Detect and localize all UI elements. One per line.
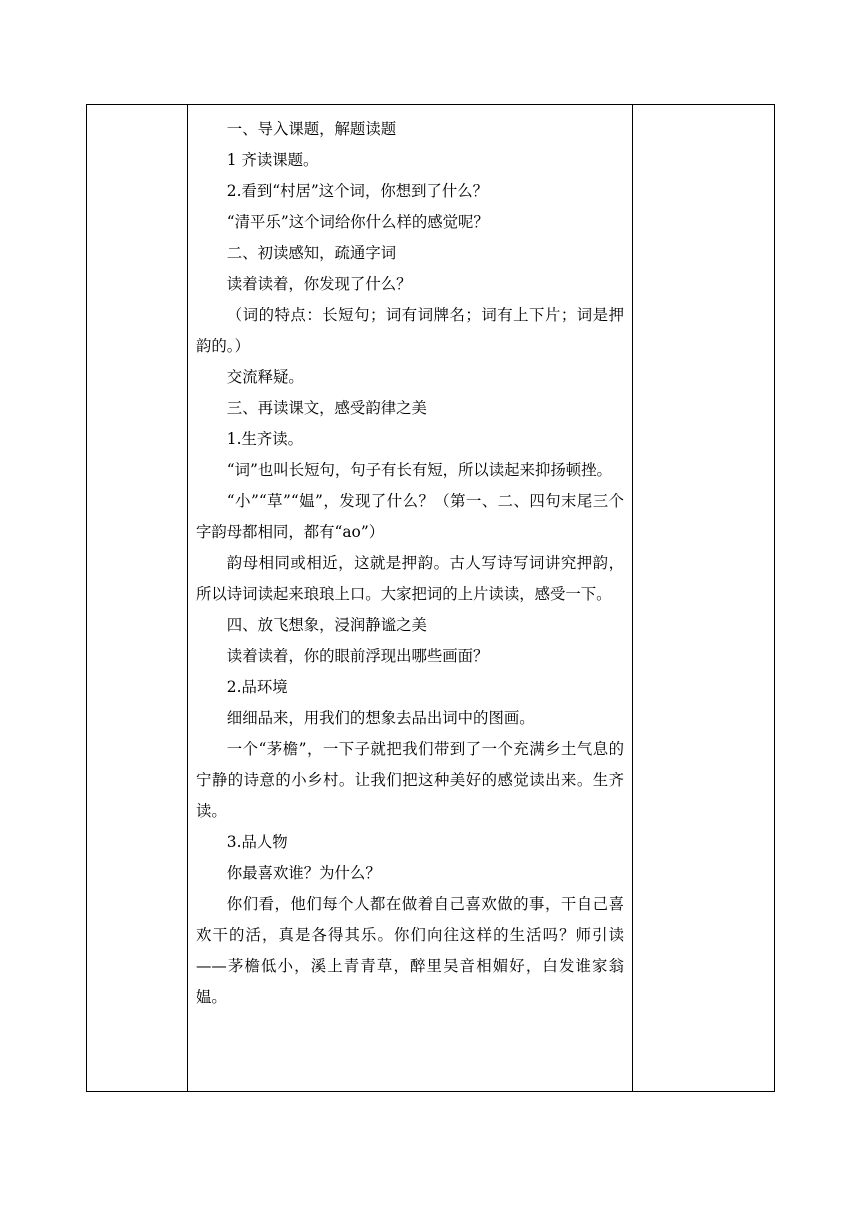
paragraph: （词的特点：长短句；词有词牌名；词有上下片；词是押韵的。） (196, 306, 624, 355)
paragraph: 1.生齐读。 (226, 430, 304, 448)
paragraph: 读着读着，你的眼前浮现出哪些画面？ (226, 647, 489, 665)
paragraph: 你们看，他们每个人都在做着自己喜欢做的事，干自己喜欢干的活，真是各得其乐。你们向往这样的生活吗？师引读——茅檐低小，溪上青青草，醉里吴音相媚好，白发谁家翁媪。 (196, 895, 624, 1006)
paragraph: 韵母相同或相近，这就是押韵。古人写诗写词讲究押韵，所以诗词读起来琅琅上口。大家把词的上片读读，感受一下。 (196, 554, 624, 603)
right-column-cell (633, 105, 774, 1091)
paragraph: 你最喜欢谁？为什么？ (226, 864, 381, 882)
section-heading-4: 四、放飞想象，浸润静谧之美 (226, 616, 427, 634)
section-heading-3: 三、再读课文，感受韵律之美 (226, 399, 427, 417)
section-heading-1: 一、导入课题，解题读题 (226, 120, 397, 138)
paragraph: 读着读着，你发现了什么？ (226, 275, 412, 293)
paragraph: 细细品来，用我们的想象去品出词中的图画。 (226, 709, 535, 727)
paragraph: 3.品人物 (226, 833, 288, 851)
paragraph: “小”“草”“媪”，发现了什么？（第一、二、四句末尾三个字韵母都相同，都有“ao”） (196, 492, 624, 541)
paragraph: 2.品环境 (226, 678, 288, 696)
paragraph: 交流释疑。 (226, 368, 304, 386)
paragraph: 2.看到“村居”这个词，你想到了什么？ (226, 182, 489, 200)
teaching-process-cell (188, 114, 633, 1013)
paragraph: “词”也叫长短句，句子有长有短，所以读起来抑扬顿挫。 (226, 461, 612, 479)
lesson-plan-table (86, 104, 775, 1092)
left-column-cell (87, 105, 187, 1091)
section-heading-2: 二、初读感知，疏通字词 (226, 244, 397, 262)
paragraph: 1 齐读课题。 (226, 151, 319, 169)
paragraph: 一个“茅檐”，一下子就把我们带到了一个充满乡土气息的宁静的诗意的小乡村。让我们把这种美好的感觉读出来。生齐读。 (196, 740, 624, 820)
paragraph: “清平乐”这个词给你什么样的感觉呢？ (226, 213, 489, 231)
